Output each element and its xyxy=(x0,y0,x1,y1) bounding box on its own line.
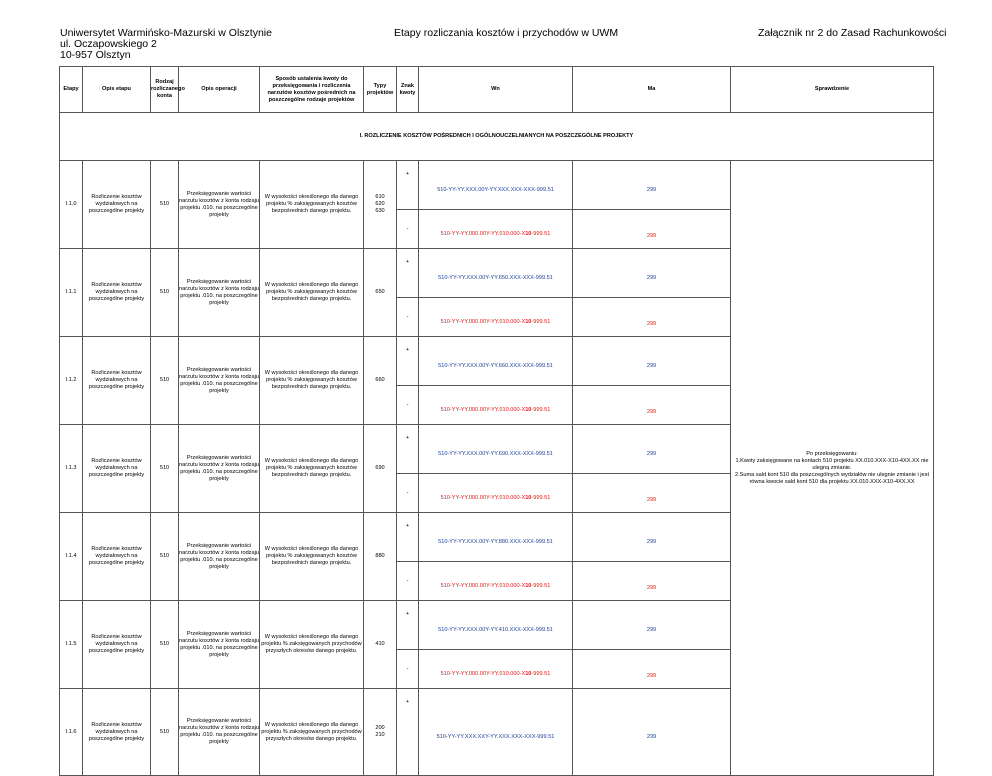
stage-description: Rozliczenie kosztów wydziałowych na poszczególne projekty xyxy=(83,689,151,776)
amount-method: W wysokości określonego dla danego projektu % zaksięgowanych przychodów przyszłych okresów danego projektu. xyxy=(260,601,364,689)
account-type: 510 xyxy=(151,689,179,776)
amount-sign: + xyxy=(397,161,419,210)
debit-account-prefix: 510-YY-YY.000.00Y-YY.010.000-X xyxy=(440,670,526,677)
credit-account: 299 xyxy=(573,161,731,210)
col-header-ma: Ma xyxy=(573,67,731,113)
credit-account: 299 xyxy=(573,689,731,776)
amount-sign: + xyxy=(397,337,419,386)
debit-account xyxy=(419,298,573,337)
debit-account xyxy=(419,210,573,249)
amount-sign: - xyxy=(397,562,419,601)
debit-account-prefix: 510-YY-YY.000.00Y-YY.010.000-X xyxy=(440,582,526,589)
stage-description: Rozliczenie kosztów wydziałowych na poszczególne projekty xyxy=(83,161,151,249)
debit-account: 510-YY-YY.XXX.XXY-YY.XXX.XXX-XXX-999.51 xyxy=(419,689,573,776)
credit-account: 299 xyxy=(573,474,731,513)
debit-account: 510-YY-YY.XXX.00Y-YY.650.XXX-XXX-999.51 xyxy=(419,249,573,298)
operation-description: Przeksięgowanie wartości narzutu kosztów z konta rodzaju projektu .010. na poszczególne projekty xyxy=(179,601,260,689)
amount-method: W wysokości określonego dla danego projektu % zaksięgowanych kosztów bezpośrednich danego projektu. xyxy=(260,337,364,425)
col-header-rodzaj-konta: Rodzaj rozliczanego konta xyxy=(151,67,179,113)
stage-description: Rozliczenie kosztów wydziałowych na poszczególne projekty xyxy=(83,513,151,601)
stage-id: I.1.5 xyxy=(60,601,83,689)
amount-method: W wysokości określonego dla danego projektu % zaksięgowanych przychodów przyszłych okresów danego projektu. xyxy=(260,689,364,776)
debit-account xyxy=(419,650,573,689)
stage-description: Rozliczenie kosztów wydziałowych na poszczególne projekty xyxy=(83,337,151,425)
amount-sign: + xyxy=(397,513,419,562)
project-types: 410 xyxy=(364,601,397,689)
credit-account: 299 xyxy=(573,513,731,562)
attachment-label: Załącznik nr 2 do Zasad Rachunkowości xyxy=(758,27,947,39)
col-header-wn: Wn xyxy=(419,67,573,113)
debit-account: 510-YY-YY.XXX.00Y-YY.690.XXX-XXX-999.51 xyxy=(419,425,573,474)
document-title: Etapy rozliczania kosztów i przychodów w UWM xyxy=(394,27,619,39)
account-type: 510 xyxy=(151,601,179,689)
amount-sign: - xyxy=(397,650,419,689)
account-type: 510 xyxy=(151,513,179,601)
debit-account xyxy=(419,386,573,425)
stage-id: I.1.2 xyxy=(60,337,83,425)
debit-account-bold: 10 xyxy=(525,318,532,325)
stage-id: I.1.3 xyxy=(60,425,83,513)
stage-id: I.1.6 xyxy=(60,689,83,776)
col-header-etapy: Etapy xyxy=(60,67,83,113)
debit-account: 510-YY-YY.XXX.00Y-YY.410.XXX-XXX-999.51 xyxy=(419,601,573,650)
amount-method: W wysokości określonego dla danego projektu % zaksięgowanych kosztów bezpośrednich danego projektu. xyxy=(260,513,364,601)
stage-description: Rozliczenie kosztów wydziałowych na poszczególne projekty xyxy=(83,601,151,689)
project-types: 660 xyxy=(364,337,397,425)
stage-id: I.1.4 xyxy=(60,513,83,601)
verification-note: Po przeksięgowaniu: 1.Kwoty zaksięgowane na kontach 510 projektu XX.010.XXX-X10-4XX.XX nie ulegną zmianie. 2.Suma sald kont 510 dla poszczególnych wydziałów nie ulegnie zmianie i jest równa kwocie sald kont 510 dla projektu XX.010.XXX-X10-4XX.XX xyxy=(731,161,934,776)
account-type: 510 xyxy=(151,337,179,425)
debit-account-prefix: 510-YY-YY.000.00Y-YY.010.000-X xyxy=(440,318,526,325)
debit-account: 510-YY-YY.XXX.00Y-YY.XXX.XXX-XXX-999.51 xyxy=(419,161,573,210)
col-header-sprawdzenie: Sprawdzenie xyxy=(731,67,934,113)
debit-account-suffix: -999.51 xyxy=(531,494,551,501)
account-type: 510 xyxy=(151,425,179,513)
institution-name: Uniwersytet Warmińsko-Mazurski w Olsztynie xyxy=(60,27,272,39)
credit-account: 299 xyxy=(573,249,731,298)
col-header-znak: Znak kwoty xyxy=(397,67,419,113)
account-type: 510 xyxy=(151,161,179,249)
operation-description: Przeksięgowanie wartości narzutu kosztów z konta rodzaju projektu .010. na poszczególne projekty xyxy=(179,425,260,513)
debit-account-prefix: 510-YY-YY.000.00Y-YY.010.000-X xyxy=(440,230,526,237)
section-title: I. ROZLICZENIE KOSZTÓW POŚREDNICH I OGÓLNOUCZELNIANYCH NA POSZCZEGÓLNE PROJEKTY xyxy=(60,113,934,161)
project-types: 690 xyxy=(364,425,397,513)
debit-account-bold: 10 xyxy=(525,230,532,237)
credit-account: 299 xyxy=(573,337,731,386)
amount-sign: + xyxy=(397,425,419,474)
debit-account-suffix: -999.51 xyxy=(531,230,551,237)
amount-method: W wysokości określonego dla danego projektu % zaksięgowanych kosztów bezpośrednich danego projektu. xyxy=(260,161,364,249)
project-types: 200 210 xyxy=(364,689,397,776)
credit-account: 299 xyxy=(573,601,731,650)
debit-account-bold: 10 xyxy=(525,582,532,589)
debit-account-suffix: -999.51 xyxy=(531,406,551,413)
operation-description: Przeksięgowanie wartości narzutu kosztów z konta rodzaju projektu .010. na poszczególne projekty xyxy=(179,337,260,425)
debit-account xyxy=(419,562,573,601)
account-type: 510 xyxy=(151,249,179,337)
debit-account-bold: 10 xyxy=(525,406,532,413)
debit-account xyxy=(419,474,573,513)
credit-account: 299 xyxy=(573,650,731,689)
credit-account: 299 xyxy=(573,386,731,425)
amount-sign: + xyxy=(397,249,419,298)
col-header-typy: Typy projektów xyxy=(364,67,397,113)
credit-account: 299 xyxy=(573,425,731,474)
settlement-table xyxy=(59,66,934,776)
table-row xyxy=(60,161,934,210)
project-types: 650 xyxy=(364,249,397,337)
stage-id: I.1.1 xyxy=(60,249,83,337)
amount-sign: - xyxy=(397,386,419,425)
institution-city: 10-957 Olsztyn xyxy=(60,49,131,61)
stage-id: I.1.0 xyxy=(60,161,83,249)
amount-method: W wysokości określonego dla danego projektu % zaksięgowanych kosztów bezpośrednich danego projektu. xyxy=(260,425,364,513)
amount-sign: + xyxy=(397,601,419,650)
credit-account: 299 xyxy=(573,210,731,249)
project-types: 880 xyxy=(364,513,397,601)
operation-description: Przeksięgowanie wartości narzutu kosztów z konta rodzaju projektu .010. na poszczególne projekty xyxy=(179,689,260,776)
debit-account-bold: 10 xyxy=(525,670,532,677)
institution-street: ul. Oczapowskiego 2 xyxy=(60,38,157,50)
stage-description: Rozliczenie kosztów wydziałowych na poszczególne projekty xyxy=(83,249,151,337)
operation-description: Przeksięgowanie wartości narzutu kosztów z konta rodzaju projektu .010. na poszczególne projekty xyxy=(179,161,260,249)
col-header-opis-operacji: Opis operacji xyxy=(179,67,260,113)
stage-description: Rozliczenie kosztów wydziałowych na poszczególne projekty xyxy=(83,425,151,513)
amount-sign: + xyxy=(397,689,419,776)
amount-sign: - xyxy=(397,298,419,337)
debit-account-suffix: -999.51 xyxy=(531,670,551,677)
col-header-sposob: Sposób ustalenia kwoty do przeksięgowania i rozliczenia narzutów kosztów pośrednich na poszczególne rodzaje projektów xyxy=(260,67,364,113)
debit-account: 510-YY-YY.XXX.00Y-YY.880.XXX-XXX-999.51 xyxy=(419,513,573,562)
operation-description: Przeksięgowanie wartości narzutu kosztów z konta rodzaju projektu .010. na poszczególne projekty xyxy=(179,513,260,601)
credit-account: 299 xyxy=(573,298,731,337)
amount-sign: - xyxy=(397,210,419,249)
debit-account-bold: 10 xyxy=(525,494,532,501)
amount-sign: - xyxy=(397,474,419,513)
debit-account-prefix: 510-YY-YY.000.00Y-YY.010.000-X xyxy=(440,494,526,501)
debit-account-suffix: -999.51 xyxy=(531,582,551,589)
section-row xyxy=(60,113,934,161)
col-header-opis-etapu: Opis etapu xyxy=(83,67,151,113)
amount-method: W wysokości określonego dla danego projektu % zaksięgowanych kosztów bezpośrednich danego projektu. xyxy=(260,249,364,337)
credit-account: 299 xyxy=(573,562,731,601)
debit-account-suffix: -999.51 xyxy=(531,318,551,325)
institution-address xyxy=(60,28,272,61)
table-header-row xyxy=(60,67,934,113)
debit-account: 510-YY-YY.XXX.00Y-YY.660.XXX-XXX-999.51 xyxy=(419,337,573,386)
debit-account-prefix: 510-YY-YY.000.00Y-YY.010.000-X xyxy=(440,406,526,413)
operation-description: Przeksięgowanie wartości narzutu kosztów z konta rodzaju projektu .010. na poszczególne projekty xyxy=(179,249,260,337)
project-types: 610 620 630 xyxy=(364,161,397,249)
